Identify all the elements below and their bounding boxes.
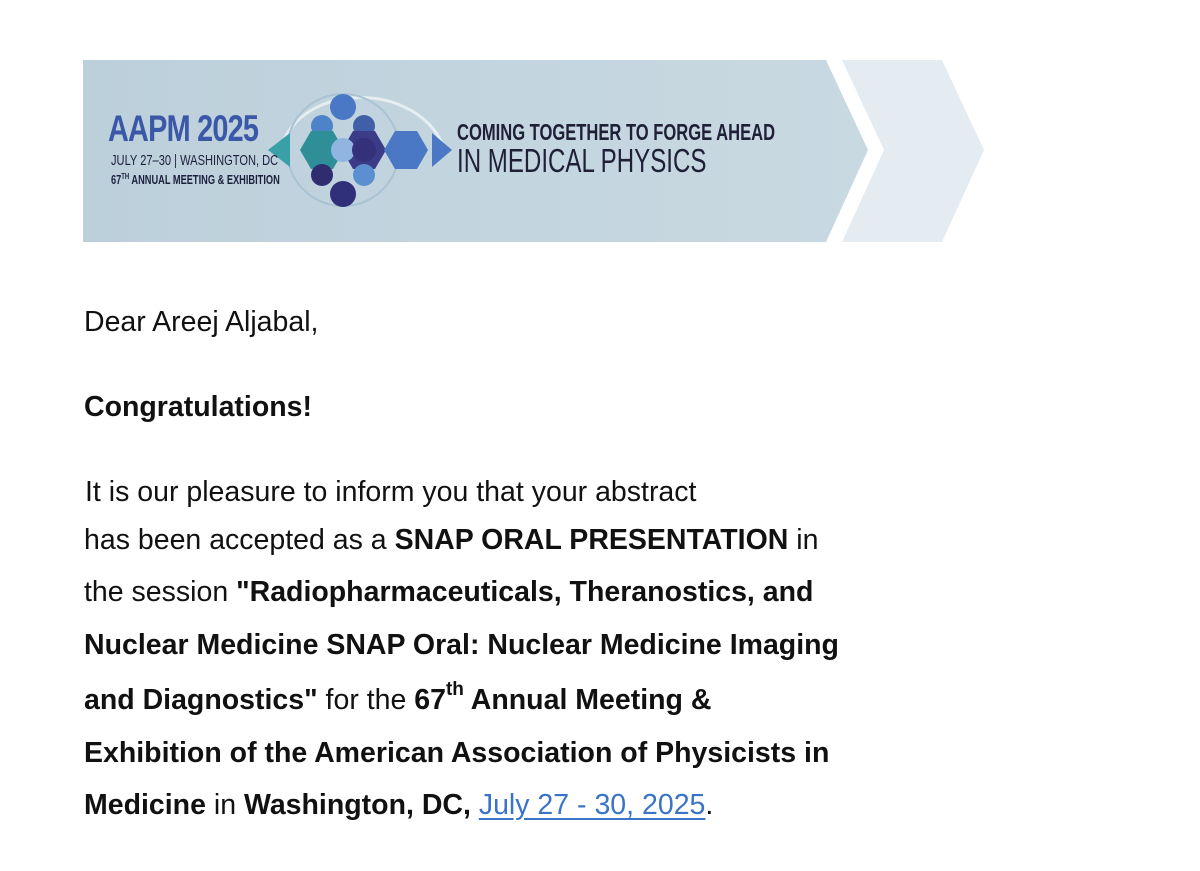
body-line-7	[84, 791, 713, 820]
banner-logo-title: AAPM 2025	[108, 108, 259, 149]
body-line-6: Exhibition of the American Association of Physicists in	[84, 737, 830, 769]
session-name: "Radiopharmaceuticals, Theranostics, and	[236, 576, 814, 608]
meeting-location: Washington, DC,	[243, 789, 471, 821]
body-text: in	[205, 789, 244, 821]
body-text: for the	[317, 684, 415, 716]
banner-tagline-line1: COMING TOGETHER TO FORGE AHEAD	[457, 119, 776, 145]
body-line-1: It is our pleasure to inform you that your abstract	[85, 476, 697, 508]
meeting-name: ANNUAL MEETING & EXHIBITION	[129, 173, 280, 187]
banner-logo-meeting	[111, 173, 280, 187]
banner-tagline-line2: IN MEDICAL PHYSICS	[457, 142, 707, 179]
body-line-3	[84, 578, 813, 607]
meeting-number: 67	[111, 173, 122, 187]
body-line-5	[84, 679, 712, 716]
meeting-dates-link[interactable]: July 27 - 30, 2025	[478, 789, 706, 821]
congratulations-heading: Congratulations!	[84, 391, 312, 423]
ordinal-suffix: th	[445, 679, 464, 700]
event-banner	[0, 0, 1200, 260]
body-text	[471, 789, 479, 821]
body-line-2	[84, 526, 818, 555]
session-name-end: and Diagnostics"	[84, 684, 318, 716]
meeting-ordinal: 67	[414, 684, 446, 716]
body-line-4: Nuclear Medicine SNAP Oral: Nuclear Medicine Imaging	[84, 629, 839, 661]
body-text: in	[788, 524, 819, 556]
meeting-title-end: Medicine	[84, 789, 206, 821]
greeting: Dear Areej Aljabal,	[84, 306, 319, 338]
banner-logo-dates: JULY 27–30 | WASHINGTON, DC	[111, 152, 279, 169]
body-text: .	[705, 789, 714, 821]
presentation-type: SNAP ORAL PRESENTATION	[394, 524, 789, 556]
meeting-title: Annual Meeting &	[463, 684, 712, 716]
meeting-number-suffix: TH	[121, 172, 130, 181]
body-text: the session	[84, 576, 237, 608]
body-text: has been accepted as a	[84, 524, 395, 556]
